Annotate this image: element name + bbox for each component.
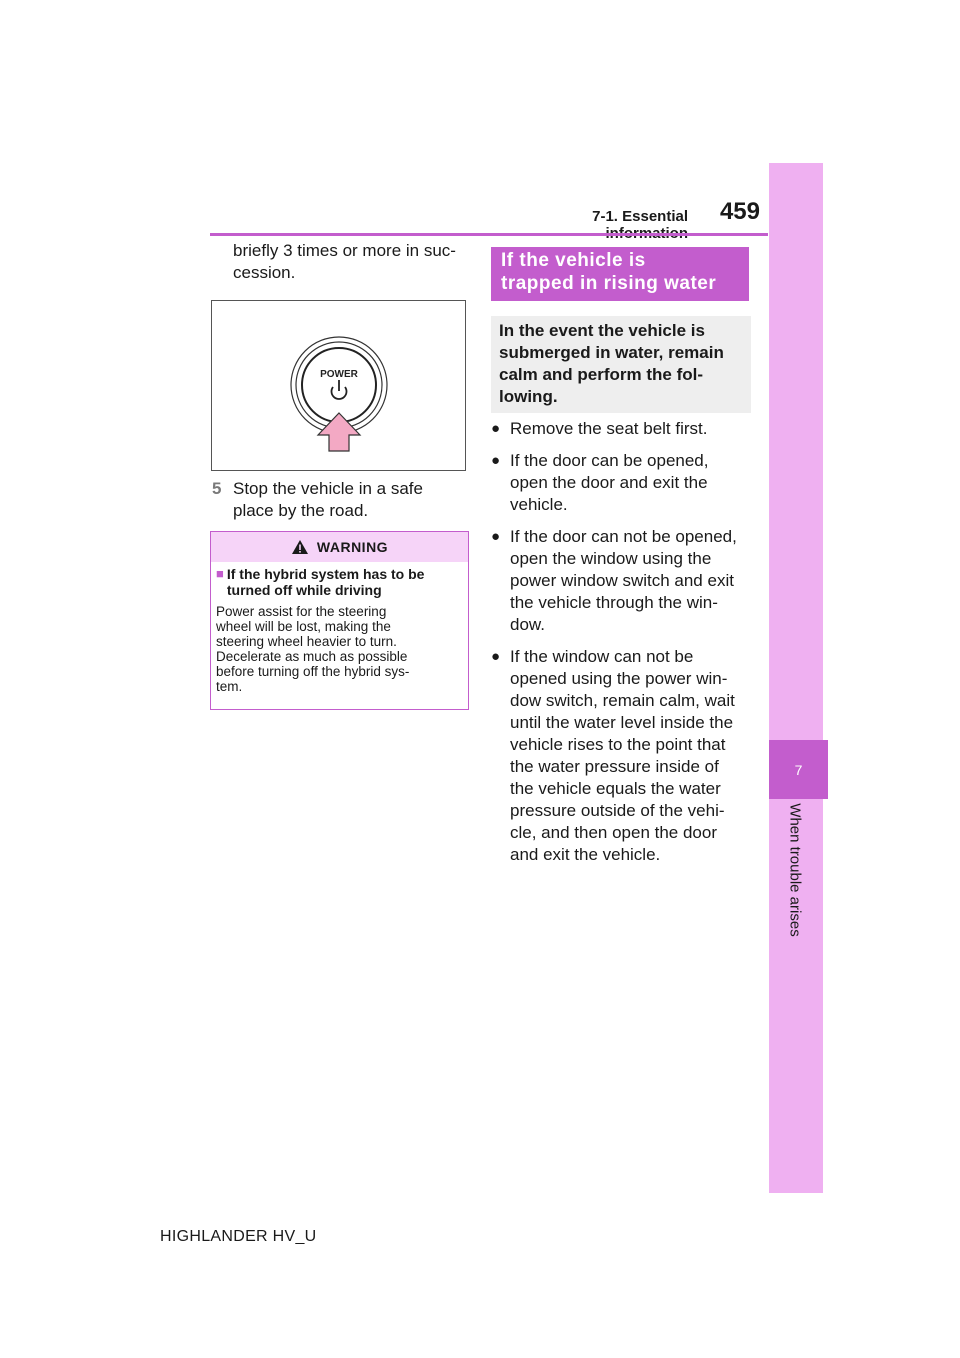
list-item-text: If the door can not be opened, open the window using the power window switch and exit the vehicle through the win- dow.	[510, 527, 737, 634]
warning-body: Power assist for the steering wheel will be lost, making the steering wheel heavier to turn. Decelerate as much as possible before turning off the hybrid sys- tem.	[216, 604, 410, 694]
warning-subtitle	[211, 562, 468, 598]
warning-triangle-icon	[291, 539, 309, 555]
list-item-text: Remove the seat belt first.	[510, 419, 708, 438]
list-item	[491, 526, 751, 636]
warning-header	[211, 532, 468, 562]
list-item	[491, 418, 751, 440]
warning-title: WARNING	[316, 539, 389, 555]
list-item-text: If the door can be opened, open the door and exit the vehicle.	[510, 451, 709, 514]
bullet-icon: ●	[491, 420, 501, 437]
bullet-icon: ●	[491, 452, 501, 469]
power-button-drawing	[212, 301, 465, 470]
page-number: 459	[719, 198, 760, 225]
list-item	[491, 450, 751, 516]
step-number: 5	[212, 479, 222, 498]
list-item	[491, 646, 751, 866]
power-button-illustration	[211, 300, 466, 471]
header-rule	[210, 233, 768, 236]
step-text: Stop the vehicle in a safe place by the road.	[233, 479, 423, 520]
list-item-text: If the window can not be opened using the power win- dow switch, remain calm, wait until the water level inside the vehicle rises to the point that the water pressure inside of the vehicle equals the water pressure outside of the vehi- cle, and then open the door and exit the vehicle.	[510, 647, 735, 864]
footer-model: HIGHLANDER HV_U	[160, 1228, 317, 1245]
section-heading: If the vehicle is trapped in rising water	[491, 247, 749, 301]
chapter-number: 7	[794, 761, 803, 778]
continued-step-text: briefly 3 times or more in suc- cession.	[233, 241, 456, 282]
chapter-number-badge	[769, 740, 828, 799]
warning-subtitle-text: If the hybrid system has to be turned off while driving	[226, 566, 425, 598]
square-bullet-icon: ■	[216, 566, 224, 581]
power-button-label: POWER	[320, 369, 358, 380]
chapter-title: When trouble arises	[786, 803, 804, 937]
section-title: 7-1. Essential	[592, 208, 688, 225]
step-5	[212, 478, 467, 522]
section-intro: In the event the vehicle is submerged in water, remain calm and perform the fol- lowing.	[491, 316, 751, 413]
bullet-icon: ●	[491, 648, 501, 665]
bullet-icon: ●	[491, 528, 501, 545]
chapter-side-tab	[769, 163, 823, 1193]
instruction-list	[491, 418, 751, 876]
warning-box	[210, 531, 469, 710]
